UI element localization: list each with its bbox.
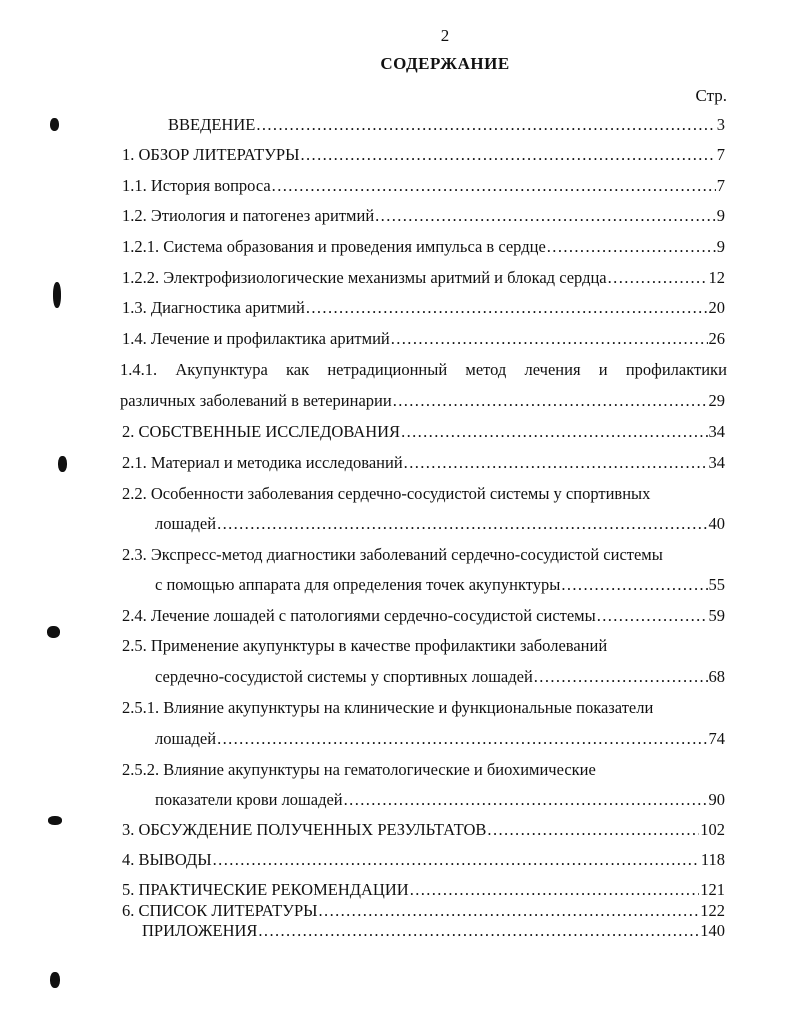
toc-entry-text: 5. ПРАКТИЧЕСКИЕ РЕКОМЕНДАЦИИ <box>122 880 409 899</box>
toc-entry-text: 1.4. Лечение и профилактика аритмий <box>122 329 390 348</box>
toc-leader-dots <box>487 820 699 840</box>
toc-entry-text: ПРИЛОЖЕНИЯ <box>142 921 258 940</box>
toc-leader-dots <box>258 921 699 941</box>
toc-entry-2-5-2-line1[interactable]: 2.5.2. Влияние акупунктуры на гематологические и биохимические <box>122 760 596 779</box>
binder-mark <box>47 626 60 638</box>
toc-word: как <box>286 360 310 379</box>
toc-leader-dots <box>217 514 707 534</box>
toc-entry-page: 59 <box>708 606 725 625</box>
toc-entry-text: 4. ВЫВОДЫ <box>122 850 212 869</box>
toc-leader-dots <box>547 237 716 257</box>
binder-mark <box>48 816 62 825</box>
page-title: СОДЕРЖАНИЕ <box>380 54 510 73</box>
toc-entry-page: 26 <box>708 329 725 348</box>
toc-entry-page: 74 <box>708 729 725 748</box>
toc-entry-page: 121 <box>700 880 725 899</box>
toc-entry-2[interactable] <box>122 422 725 444</box>
toc-entry-1-3[interactable] <box>122 298 725 320</box>
toc-entry-page: 102 <box>700 820 725 839</box>
toc-entry-text: 1.1. История вопроса <box>122 176 271 195</box>
toc-entry-text: 1.3. Диагностика аритмий <box>122 298 305 317</box>
toc-word: Акупунктура <box>175 360 268 379</box>
toc-entry-text: 1.2. Этиология и патогенез аритмий <box>122 206 375 225</box>
toc-entry-text: сердечно-сосудистой системы у спортивных лошадей <box>155 667 533 686</box>
toc-entry-page: 68 <box>708 667 725 686</box>
toc-leader-dots <box>391 329 708 349</box>
toc-entry-text: 2.1. Материал и методика исследований <box>122 453 403 472</box>
toc-leader-dots <box>344 790 708 810</box>
toc-entry-text: 1.2.2. Электрофизиологические механизмы аритмий и блокад сердца <box>122 268 607 287</box>
toc-entry-page: 34 <box>708 422 725 441</box>
binder-mark <box>50 118 59 131</box>
toc-entry-page: 7 <box>716 176 725 195</box>
toc-entry-1-2-2[interactable] <box>122 268 725 290</box>
toc-entry-text: показатели крови лошадей <box>155 790 343 809</box>
toc-entry-2-5-1-line1[interactable]: 2.5.1. Влияние акупунктуры на клинические и функциональные показатели <box>122 698 654 717</box>
toc-entry-intro[interactable] <box>168 115 725 137</box>
toc-entry-page: 40 <box>708 514 725 533</box>
toc-leader-dots <box>393 391 708 411</box>
toc-entry-page: 29 <box>708 391 725 410</box>
toc-entry-1-4-1-line2[interactable] <box>120 391 725 413</box>
toc-leader-dots <box>319 901 700 921</box>
toc-entry-1-4-1-line1[interactable] <box>120 360 727 380</box>
toc-leader-dots <box>375 206 716 226</box>
toc-entry-text: 2.4. Лечение лошадей с патологиями сердечно-сосудистой системы <box>122 606 596 625</box>
toc-entry-page: 90 <box>708 790 725 809</box>
toc-entry-page: 140 <box>700 921 725 940</box>
binder-mark <box>53 282 61 308</box>
toc-leader-dots <box>410 880 700 900</box>
toc-entry-page: 7 <box>716 145 725 164</box>
toc-entry-page: 9 <box>716 237 725 256</box>
toc-entry-1-2[interactable] <box>122 206 725 228</box>
toc-entry-2-2-line1[interactable]: 2.2. Особенности заболевания сердечно-сосудистой системы у спортивных <box>122 484 651 503</box>
toc-word: и <box>598 360 608 379</box>
toc-entry-page: 118 <box>700 850 725 869</box>
toc-leader-dots <box>217 729 707 749</box>
toc-entry-text: 1. ОБЗОР ЛИТЕРАТУРЫ <box>122 145 300 164</box>
toc-word: 1.4.1. <box>120 360 158 379</box>
toc-leader-dots <box>301 145 716 165</box>
toc-word: лечения <box>524 360 581 379</box>
toc-entry-2-3-line1[interactable]: 2.3. Экспресс-метод диагностики заболеваний сердечно-сосудистой системы <box>122 545 663 564</box>
toc-leader-dots <box>608 268 708 288</box>
toc-entry-text: различных заболеваний в ветеринарии <box>120 391 392 410</box>
toc-word: профилактики <box>625 360 727 379</box>
toc-entry-4[interactable] <box>122 850 725 872</box>
toc-leader-dots <box>401 422 707 442</box>
toc-entry-1-1[interactable] <box>122 176 725 198</box>
toc-entry-2-2-line2[interactable] <box>155 514 725 536</box>
toc-entry-page: 55 <box>708 575 725 594</box>
toc-leader-dots <box>404 453 708 473</box>
toc-entry-text: 1.2.1. Система образования и проведения импульса в сердце <box>122 237 546 256</box>
toc-entry-1[interactable] <box>122 145 725 167</box>
toc-leader-dots <box>213 850 700 870</box>
toc-entry-text: лошадей <box>155 514 217 533</box>
toc-entry-page: 9 <box>716 206 725 225</box>
toc-entry-2-5-2-line2[interactable] <box>155 790 725 812</box>
page-number: 2 <box>440 26 450 45</box>
page-column-header: Стр. <box>695 86 727 105</box>
toc-entry-page: 20 <box>708 298 725 317</box>
toc-entry-2-5-line2[interactable] <box>155 667 725 689</box>
toc-leader-dots <box>597 606 708 626</box>
toc-entry-text: лошадей <box>155 729 217 748</box>
toc-entry-text: 3. ОБСУЖДЕНИЕ ПОЛУЧЕННЫХ РЕЗУЛЬТАТОВ <box>122 820 487 839</box>
toc-word: метод <box>465 360 507 379</box>
toc-entry-3[interactable] <box>122 820 725 842</box>
toc-entry-5[interactable] <box>122 880 725 902</box>
toc-entry-page: 34 <box>708 453 725 472</box>
toc-entry-text: 2. СОБСТВЕННЫЕ ИССЛЕДОВАНИЯ <box>122 422 401 441</box>
toc-entry-text: 6. СПИСОК ЛИТЕРАТУРЫ <box>122 901 318 920</box>
toc-entry-6[interactable] <box>122 901 725 923</box>
toc-word: нетрадиционный <box>327 360 448 379</box>
toc-entry-2-4[interactable] <box>122 606 725 628</box>
binder-mark <box>50 972 60 988</box>
toc-entry-text: с помощью аппарата для определения точек акупунктуры <box>155 575 561 594</box>
toc-entry-2-1[interactable] <box>122 453 725 475</box>
binder-mark <box>58 456 67 472</box>
toc-leader-dots <box>561 575 707 595</box>
toc-entry-page: 12 <box>708 268 725 287</box>
toc-leader-dots <box>256 115 715 135</box>
toc-entry-1-4[interactable] <box>122 329 725 351</box>
toc-entry-page: 122 <box>700 901 725 920</box>
toc-entry-2-5-1-line2[interactable] <box>155 729 725 751</box>
toc-leader-dots <box>272 176 716 196</box>
toc-entry-text: ВВЕДЕНИЕ <box>168 115 256 134</box>
toc-leader-dots <box>534 667 708 687</box>
toc-entry-page: 3 <box>716 115 725 134</box>
toc-entry-2-3-line2[interactable] <box>155 575 725 597</box>
toc-entry-1-2-1[interactable] <box>122 237 725 259</box>
toc-entry-2-5-line1[interactable]: 2.5. Применение акупунктуры в качестве профилактики заболеваний <box>122 636 608 655</box>
toc-entry-appendix[interactable] <box>142 921 725 943</box>
toc-leader-dots <box>306 298 708 318</box>
